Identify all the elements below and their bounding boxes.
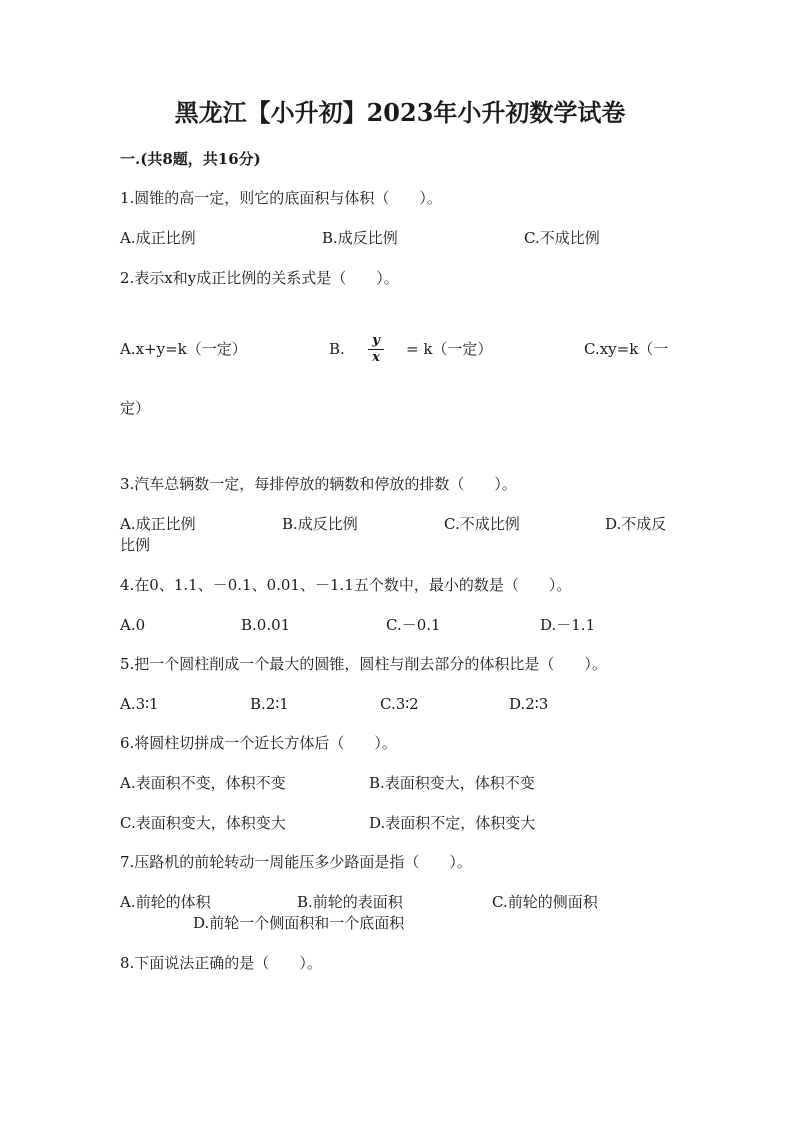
question-5-option-a[interactable]: A.3∶1 <box>120 695 159 713</box>
question-2-option-b-label[interactable]: B. <box>329 340 345 358</box>
question-8-stem: 8.下面说法正确的是（ ）。 <box>120 954 322 972</box>
question-6-option-c[interactable]: C.表面积变大，体积变大 <box>120 814 286 832</box>
question-4-option-a[interactable]: A.0 <box>120 616 146 634</box>
question-3-option-d-continued: 比例 <box>120 536 151 554</box>
question-6-option-a[interactable]: A.表面积不变，体积不变 <box>120 774 286 792</box>
question-3-option-c[interactable]: C.不成比例 <box>444 515 520 533</box>
question-1-stem: 1.圆锥的高一定，则它的底面积与体积（ ）。 <box>120 189 442 207</box>
question-3-stem: 3.汽车总辆数一定，每排停放的辆数和停放的排数（ ）。 <box>120 475 517 493</box>
question-2-option-c-continued: 定） <box>120 399 151 417</box>
question-1-option-b[interactable]: B.成反比例 <box>322 229 398 247</box>
question-4-stem: 4.在0、1.1、－0.1、0.01、－1.1五个数中，最小的数是（ ）。 <box>120 576 572 594</box>
question-3-option-a[interactable]: A.成正比例 <box>120 515 196 533</box>
fraction-numerator: y <box>372 333 380 348</box>
question-6-stem: 6.将圆柱切拼成一个近长方体后（ ）。 <box>120 734 397 752</box>
question-2-option-b-text: = k（一定） <box>406 340 493 358</box>
question-4-option-c[interactable]: C.－0.1 <box>386 616 441 634</box>
question-6-option-b[interactable]: B.表面积变大，体积不变 <box>369 774 535 792</box>
exam-title: 黑龙江【小升初】2023年小升初数学试卷 <box>174 98 626 127</box>
question-7-option-b[interactable]: B.前轮的表面积 <box>297 893 403 911</box>
question-2-stem: 2.表示x和y成正比例的关系式是（ ）。 <box>120 269 399 287</box>
fraction-y-over-x <box>368 334 384 365</box>
question-4-option-b[interactable]: B.0.01 <box>241 616 291 634</box>
question-7-option-a[interactable]: A.前轮的体积 <box>120 893 211 911</box>
question-1-option-a[interactable]: A.成正比例 <box>120 229 196 247</box>
question-4-option-d[interactable]: D.－1.1 <box>540 616 596 634</box>
question-5-option-c[interactable]: C.3∶2 <box>380 695 419 713</box>
question-2-option-c[interactable]: C.xy=k（一 <box>584 340 669 358</box>
question-5-option-b[interactable]: B.2∶1 <box>250 695 289 713</box>
question-1-option-c[interactable]: C.不成比例 <box>524 229 600 247</box>
question-2-option-a[interactable]: A.x+y=k（一定） <box>120 340 247 358</box>
section-heading: 一.(共8题，共16分) <box>120 150 261 168</box>
question-7-stem: 7.压路机的前轮转动一周能压多少路面是指（ ）。 <box>120 853 472 871</box>
fraction-denominator: x <box>372 350 380 365</box>
question-5-stem: 5.把一个圆柱削成一个最大的圆锥，圆柱与削去部分的体积比是（ ）。 <box>120 655 607 673</box>
question-3-option-d[interactable]: D.不成反 <box>605 515 667 533</box>
question-3-option-b[interactable]: B.成反比例 <box>282 515 358 533</box>
question-6-option-d[interactable]: D.表面积不定，体积变大 <box>369 814 536 832</box>
question-5-option-d[interactable]: D.2∶3 <box>509 695 549 713</box>
question-7-option-c[interactable]: C.前轮的侧面积 <box>492 893 598 911</box>
question-7-option-d[interactable]: D.前轮一个侧面积和一个底面积 <box>193 914 405 932</box>
